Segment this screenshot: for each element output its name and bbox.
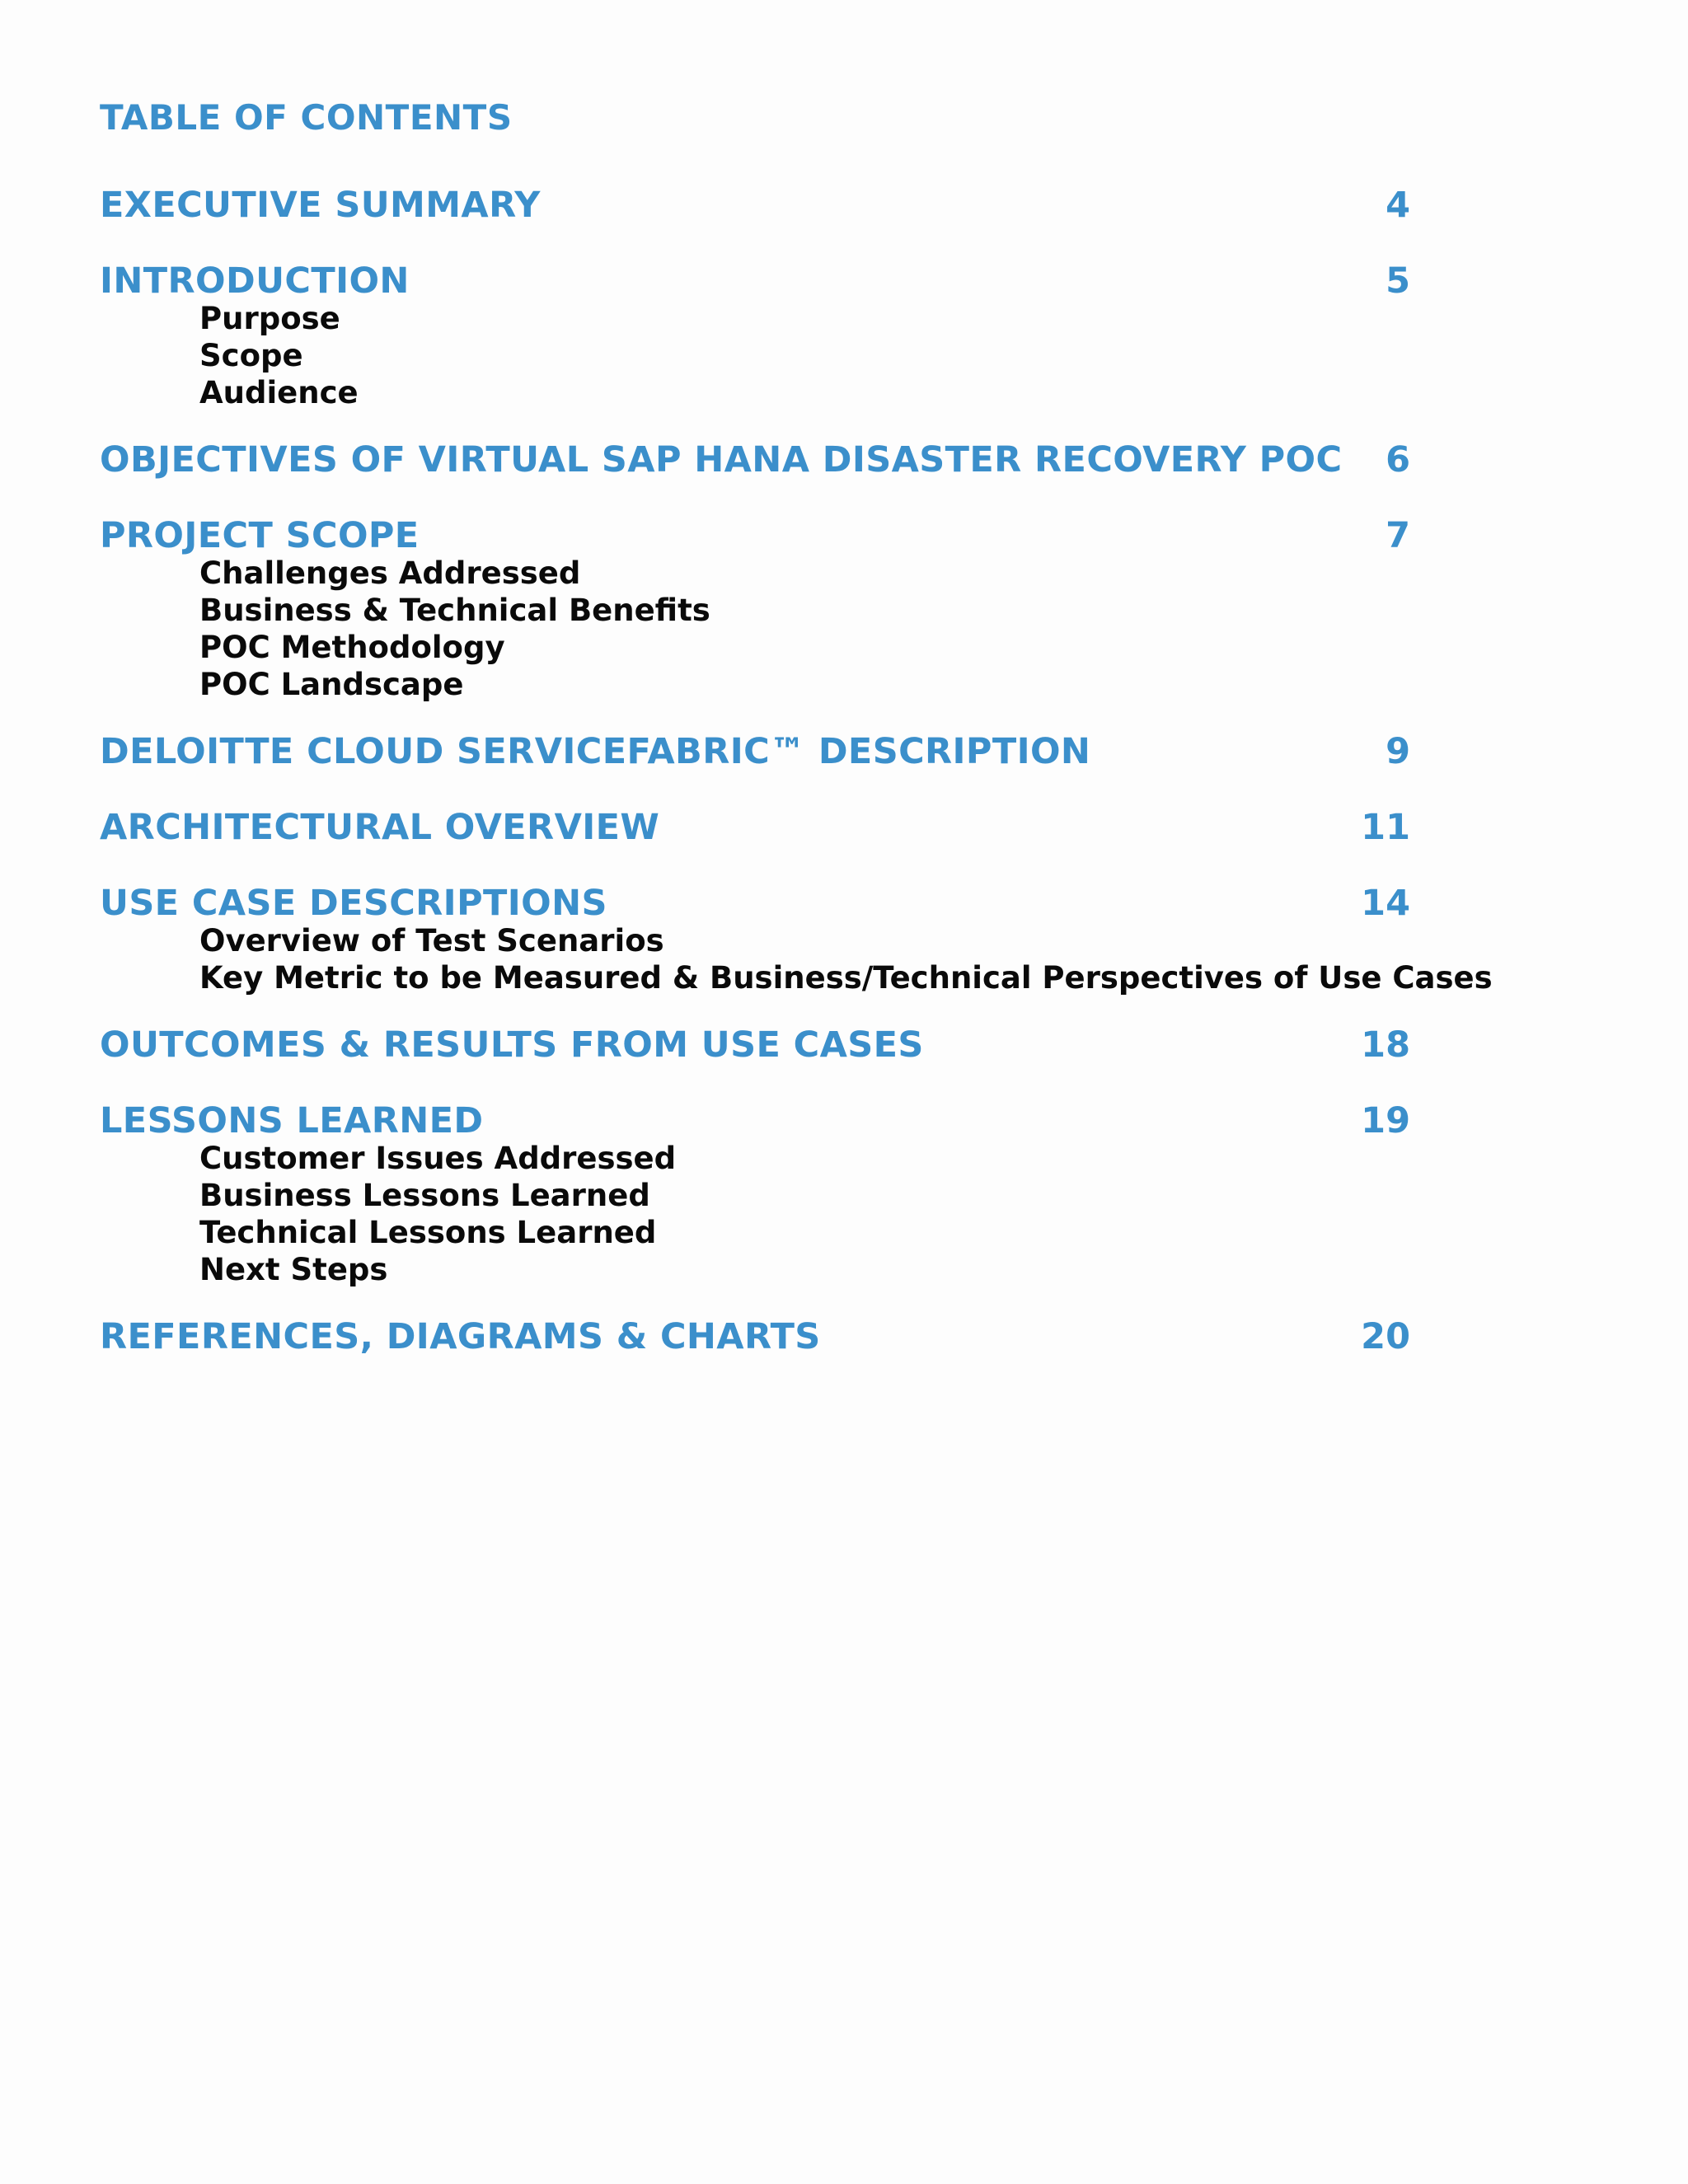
- toc-entry: [100, 878, 1493, 996]
- toc-list: [100, 180, 1493, 1387]
- toc-entry-row[interactable]: [100, 1311, 1484, 1364]
- toc-entry-row[interactable]: [100, 255, 1484, 308]
- toc-subentry[interactable]: Scope: [199, 338, 303, 373]
- toc-entry-page-number: 4: [1386, 185, 1410, 226]
- toc-entry-title[interactable]: DELOITTE CLOUD SERVICEFABRIC™ DESCRIPTION: [100, 731, 1091, 772]
- toc-entry-title[interactable]: USE CASE DESCRIPTIONS: [100, 883, 607, 924]
- toc-entry: [100, 726, 1484, 779]
- toc-subentry[interactable]: Business & Technical Benefits: [199, 593, 710, 628]
- toc-entry-title[interactable]: ARCHITECTURAL OVERVIEW: [100, 807, 660, 848]
- toc-entry-title[interactable]: REFERENCES, DIAGRAMS & CHARTS: [100, 1316, 821, 1357]
- toc-title: TABLE OF CONTENTS: [100, 97, 513, 138]
- toc-entry-row[interactable]: [100, 726, 1484, 779]
- toc-subentry[interactable]: Key Metric to be Measured & Business/Technical Perspectives of Use Cases: [199, 960, 1493, 996]
- toc-entry-row[interactable]: [100, 180, 1484, 232]
- toc-subentry[interactable]: Next Steps: [199, 1252, 388, 1287]
- toc-entry-row[interactable]: [100, 1095, 1484, 1148]
- toc-subentries: [100, 922, 1493, 996]
- toc-entry-title[interactable]: INTRODUCTION: [100, 260, 410, 302]
- toc-subentries: [100, 300, 1484, 411]
- toc-subentry[interactable]: Challenges Addressed: [199, 555, 581, 591]
- toc-subentries: [100, 1140, 1484, 1288]
- toc-entry-title[interactable]: PROJECT SCOPE: [100, 515, 420, 556]
- toc-entry-page-number: 18: [1361, 1024, 1410, 1066]
- toc-entry-title[interactable]: OBJECTIVES OF VIRTUAL SAP HANA DISASTER RECOVERY POC: [100, 439, 1343, 480]
- toc-entry: [100, 434, 1484, 487]
- toc-entry: [100, 510, 1484, 703]
- toc-subentries: [100, 555, 1484, 703]
- toc-entry-row[interactable]: [100, 802, 1484, 855]
- toc-entry-page-number: 11: [1361, 807, 1410, 848]
- toc-entry: [100, 1095, 1484, 1288]
- toc-entry-title[interactable]: OUTCOMES & RESULTS FROM USE CASES: [100, 1024, 924, 1066]
- toc-entry-row[interactable]: [100, 510, 1484, 563]
- toc-subentry[interactable]: Overview of Test Scenarios: [199, 923, 664, 958]
- toc-entry: [100, 1311, 1484, 1364]
- toc-subentry[interactable]: Business Lessons Learned: [199, 1178, 650, 1213]
- toc-entry-title[interactable]: EXECUTIVE SUMMARY: [100, 185, 541, 226]
- toc-entry-row[interactable]: [100, 434, 1484, 487]
- toc-entry-row[interactable]: [100, 878, 1484, 930]
- toc-entry-row[interactable]: [100, 1019, 1484, 1072]
- toc-subentry[interactable]: Purpose: [199, 301, 340, 336]
- toc-subentry[interactable]: Customer Issues Addressed: [199, 1141, 677, 1176]
- toc-entry: [100, 1019, 1484, 1072]
- toc-entry: [100, 180, 1484, 232]
- toc-subentry[interactable]: POC Landscape: [199, 667, 464, 702]
- toc-entry-page-number: 6: [1386, 439, 1410, 480]
- toc-entry-page-number: 5: [1386, 260, 1410, 302]
- toc-subentry[interactable]: POC Methodology: [199, 630, 505, 665]
- toc-entry-page-number: 7: [1386, 515, 1410, 556]
- toc-entry-page-number: 9: [1386, 731, 1410, 772]
- toc-entry-title[interactable]: LESSONS LEARNED: [100, 1100, 484, 1141]
- toc-entry: [100, 255, 1484, 411]
- toc-entry-page-number: 20: [1361, 1316, 1410, 1357]
- toc-subentry[interactable]: Audience: [199, 375, 359, 410]
- toc-entry: [100, 802, 1484, 855]
- toc-subentry[interactable]: Technical Lessons Learned: [199, 1215, 657, 1250]
- toc-entry-page-number: 19: [1361, 1100, 1410, 1141]
- toc-entry-page-number: 14: [1361, 883, 1410, 924]
